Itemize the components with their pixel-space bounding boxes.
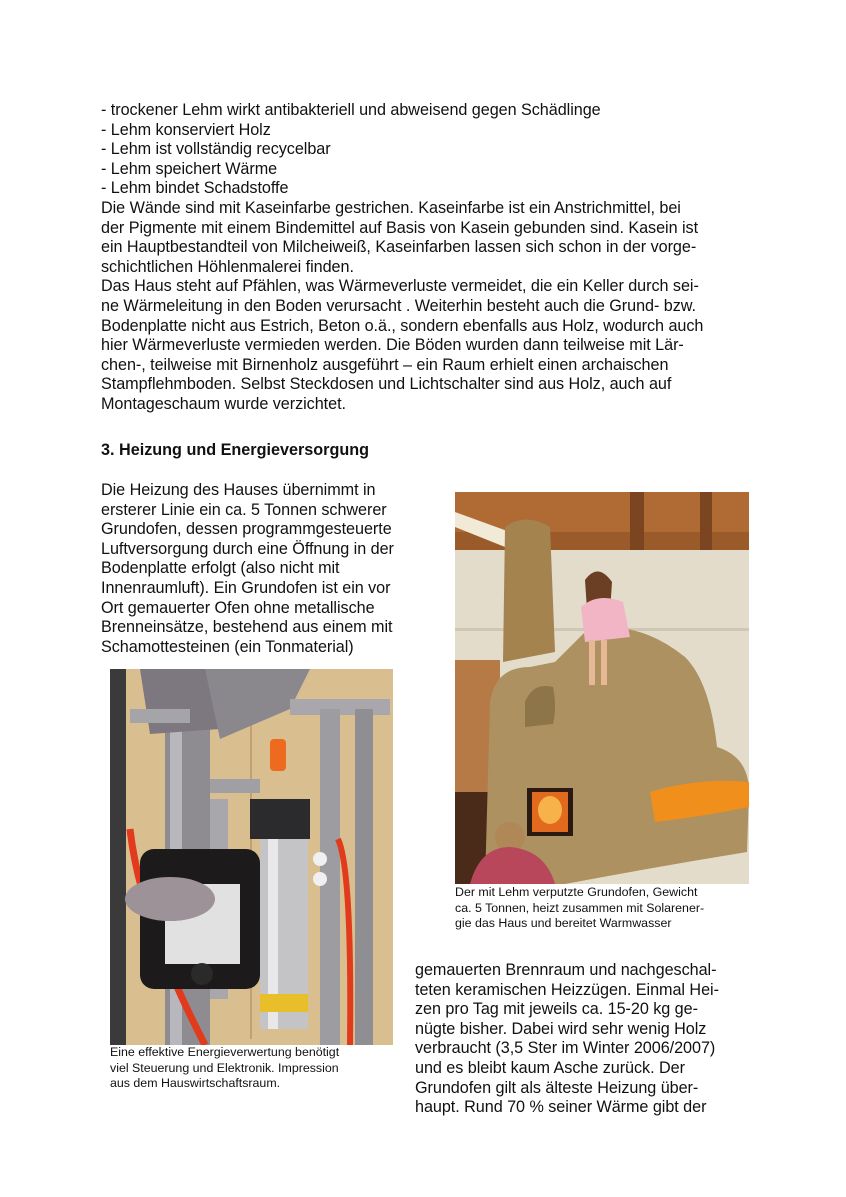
text-line: ersterer Linie ein ca. 5 Tonnen schwerer xyxy=(101,500,387,519)
text-line: - Lehm ist vollständig recycelbar xyxy=(101,140,331,159)
section-heading: 3. Heizung und Energieversorgung xyxy=(101,441,370,459)
text-line: Bodenplatte erfolgt (also nicht mit xyxy=(101,559,340,578)
caption-line: aus dem Hauswirtschaftsraum. xyxy=(110,1076,281,1090)
text-line: - Lehm speichert Wärme xyxy=(101,159,278,178)
text-line: Bodenplatte nicht aus Estrich, Beton o.ä., sondern ebenfalls aus Holz, wodurch auch xyxy=(101,316,704,335)
text-line: - Lehm konserviert Holz xyxy=(101,120,271,139)
caption-line: viel Steuerung und Elektronik. Impression xyxy=(110,1060,339,1075)
text-line: gemauerten Brennraum und nachgeschal- xyxy=(415,961,717,979)
text-line: Das Haus steht auf Pfählen, was Wärmeverluste vermeidet, die ein Keller durch sei- xyxy=(101,277,699,296)
text-line: zen pro Tag mit jeweils ca. 15-20 kg ge- xyxy=(415,1000,698,1019)
text-line: chen-, teilweise mit Birnenholz ausgeführt – ein Raum erhielt einen archaischen xyxy=(101,355,669,374)
text-line: Grundofen, dessen programmgesteuerte xyxy=(101,520,392,539)
text-line: - trockener Lehm wirkt antibakteriell und abweisend gegen Schädlinge xyxy=(101,101,601,119)
text-line: Brenneinsätze, bestehend aus einem mit xyxy=(101,618,393,637)
caption-line: ca. 5 Tonnen, heizt zusammen mit Solarener- xyxy=(455,900,705,915)
text-line: und es bleibt kaum Asche zurück. Der xyxy=(415,1059,685,1077)
text-line: Innenraumluft). Ein Grundofen ist ein vor xyxy=(101,579,391,597)
text-line: nügte bisher. Dabei wird sehr wenig Holz xyxy=(415,1019,707,1038)
text-line: Schamottesteinen (ein Tonmaterial) xyxy=(101,637,354,656)
text-line: haupt. Rund 70 % seiner Wärme gibt der xyxy=(415,1098,707,1117)
text-line: ne Wärmeleitung in den Boden verursacht . Weiterhin besteht auch die Grund- bzw. xyxy=(101,297,696,315)
text-line: Die Wände sind mit Kaseinfarbe gestrichen. Kaseinfarbe ist ein Anstrichmittel, bei xyxy=(101,199,681,217)
caption-line: gie das Haus und bereitet Warmwasser xyxy=(455,916,672,930)
text-line: - Lehm bindet Schadstoffe xyxy=(101,179,289,198)
utility-room-photo xyxy=(110,669,393,1045)
text-line: Die Heizung des Hauses übernimmt in xyxy=(101,481,376,499)
text-line: Grundofen gilt als älteste Heizung über- xyxy=(415,1078,699,1097)
text-line: hier Wärmeverluste vermieden werden. Die Böden wurden dann teilweise mit Lär- xyxy=(101,336,684,355)
text-line: der Pigmente mit einem Bindemittel auf Basis von Kasein gebunden sind. Kasein ist xyxy=(101,218,699,237)
caption-line: Der mit Lehm verputzte Grundofen, Gewicht xyxy=(455,885,698,899)
caption-line: Eine effektive Energieverwertung benötigt xyxy=(110,1045,340,1059)
text-line: teten keramischen Heizzügen. Einmal Hei- xyxy=(415,980,719,999)
text-line: ein Hauptbestandteil von Milcheiweiß, Kaseinfarben lassen sich schon in der vorge- xyxy=(101,238,697,257)
text-line: Stampflehmboden. Selbst Steckdosen und Lichtschalter sind aus Holz, auch auf xyxy=(101,375,672,394)
text-line: Ort gemauerter Ofen ohne metallische xyxy=(101,598,375,617)
text-line: schichtlichen Höhlenmalerei finden. xyxy=(101,257,354,276)
text-line: verbraucht (3,5 Ster im Winter 2006/2007) xyxy=(415,1039,716,1058)
text-line: Luftversorgung durch eine Öffnung in der xyxy=(101,539,394,558)
text-line: Montageschaum wurde verzichtet. xyxy=(101,395,346,413)
stove-photo xyxy=(455,492,749,884)
